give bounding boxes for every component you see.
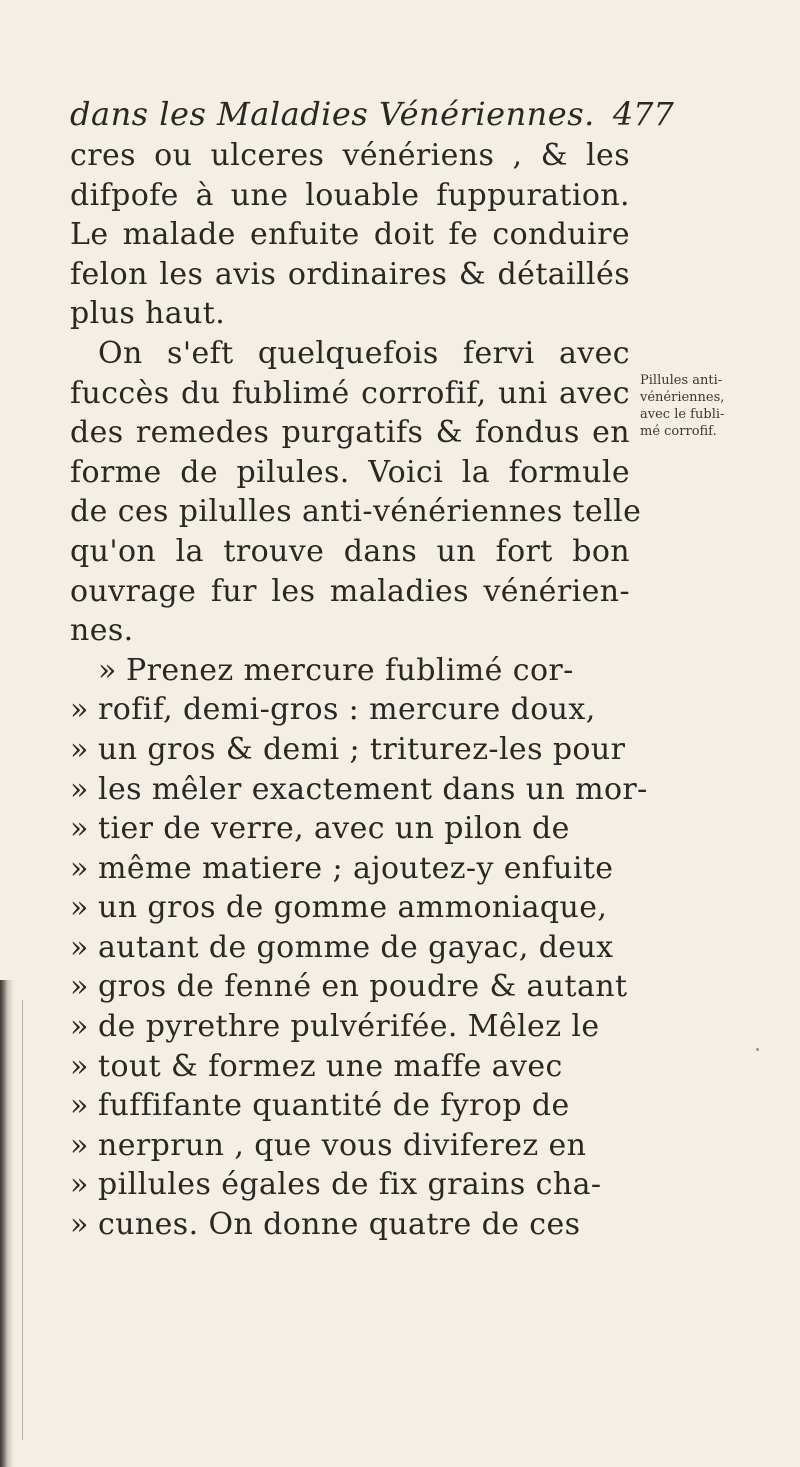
quote-line (70, 849, 630, 889)
quote-mark: » (70, 1167, 89, 1203)
running-title: dans les Maladies Vénériennes. (70, 95, 595, 133)
quote-text: gros de fenné en poudre & autant (98, 969, 628, 1005)
quote-line (70, 1126, 630, 1166)
quote-line (70, 967, 630, 1007)
quote-mark: » (70, 1207, 89, 1243)
quote-line (70, 770, 648, 810)
text-line: de ces pilulles anti-vénériennes telle (70, 494, 642, 530)
margin-note-line: vénériennes, (640, 390, 725, 405)
quote-mark: » (70, 1009, 89, 1045)
text-line: cres ou ulceres vénériens , & les (70, 138, 630, 173)
text-line: plus haut. (70, 296, 226, 332)
quote-line (70, 1007, 630, 1047)
quote-line (70, 888, 630, 928)
text-line: fuccès du fublimé corrofif, uni avec (70, 375, 630, 411)
text-line: felon les avis ordinaires & détaillés (70, 256, 630, 292)
quote-line (70, 730, 630, 770)
quote-text: même matiere ; ajoutez-y enfuite (98, 850, 614, 886)
text-line: forme de pilules. Voici la formule (70, 454, 630, 490)
text-line: ouvrage fur les maladies vénérien- (70, 573, 630, 609)
text-line: Le malade enfuite doit fe conduire (70, 217, 630, 253)
quote-mark: » (70, 811, 89, 847)
text-line: difpofe à une louable fuppuration. (70, 177, 630, 213)
quote-text: un gros & demi ; triturez-les pour (98, 731, 626, 767)
margin-note (640, 372, 790, 440)
quote-mark: » (70, 850, 89, 886)
quote-line (70, 690, 630, 730)
quote-line (70, 1205, 630, 1245)
quote-text: rofif, demi-gros : mercure doux, (98, 692, 596, 728)
quote-text: tier de verre, avec un pilon de (98, 811, 570, 847)
quote-text: tout & formez une maffe avec (98, 1048, 563, 1084)
quote-text: un gros de gomme ammoniaque, (98, 890, 608, 926)
quote-line (70, 809, 630, 849)
margin-note-line: avec le fubli- (640, 407, 725, 422)
quote-line (70, 1086, 630, 1126)
quote-text: pillules égales de fix grains cha- (98, 1167, 602, 1203)
quote-mark: » (70, 890, 89, 926)
quote-text: autant de gomme de gayac, deux (98, 929, 614, 965)
quote-mark: » (70, 1127, 89, 1163)
quote-text: cunes. On donne quatre de ces (98, 1207, 581, 1243)
quote-text: fuffifante quantité de fyrop de (98, 1088, 570, 1124)
text-line: des remedes purgatifs & fondus en (70, 415, 630, 451)
quote-text: Prenez mercure fublimé cor- (126, 652, 574, 688)
quote-line (70, 1165, 630, 1205)
quote-mark: » (70, 771, 89, 807)
quote-text: nerprun , que vous diviferez en (98, 1127, 587, 1163)
margin-note-line: mé corrofif. (640, 424, 717, 439)
quote-line (70, 1047, 630, 1087)
quote-mark: » (70, 1048, 89, 1084)
text-line: On s'eft quelquefois fervi avec (98, 335, 630, 371)
text-line: qu'on la trouve dans un fort bon (70, 533, 630, 569)
margin-note-line: Pillules anti- (640, 373, 723, 388)
gutter-line (22, 1000, 23, 1440)
quote-line (70, 928, 630, 968)
page-number: 477 (612, 95, 674, 133)
quote-mark: » (98, 652, 117, 688)
quote-mark: » (70, 969, 89, 1005)
quote-mark: » (70, 731, 89, 767)
ink-speck (756, 1048, 759, 1051)
page-gutter-shadow (0, 980, 14, 1467)
quote-line (70, 651, 630, 691)
quote-mark: » (70, 929, 89, 965)
page-header (70, 92, 674, 136)
text-line: nes. (70, 613, 134, 649)
body-text (70, 136, 648, 1245)
quote-mark: » (70, 1088, 89, 1124)
quote-text: les mêler exactement dans un mor- (98, 771, 648, 807)
quote-text: de pyrethre pulvérifée. Mêlez le (98, 1009, 600, 1045)
quote-mark: » (70, 692, 89, 728)
